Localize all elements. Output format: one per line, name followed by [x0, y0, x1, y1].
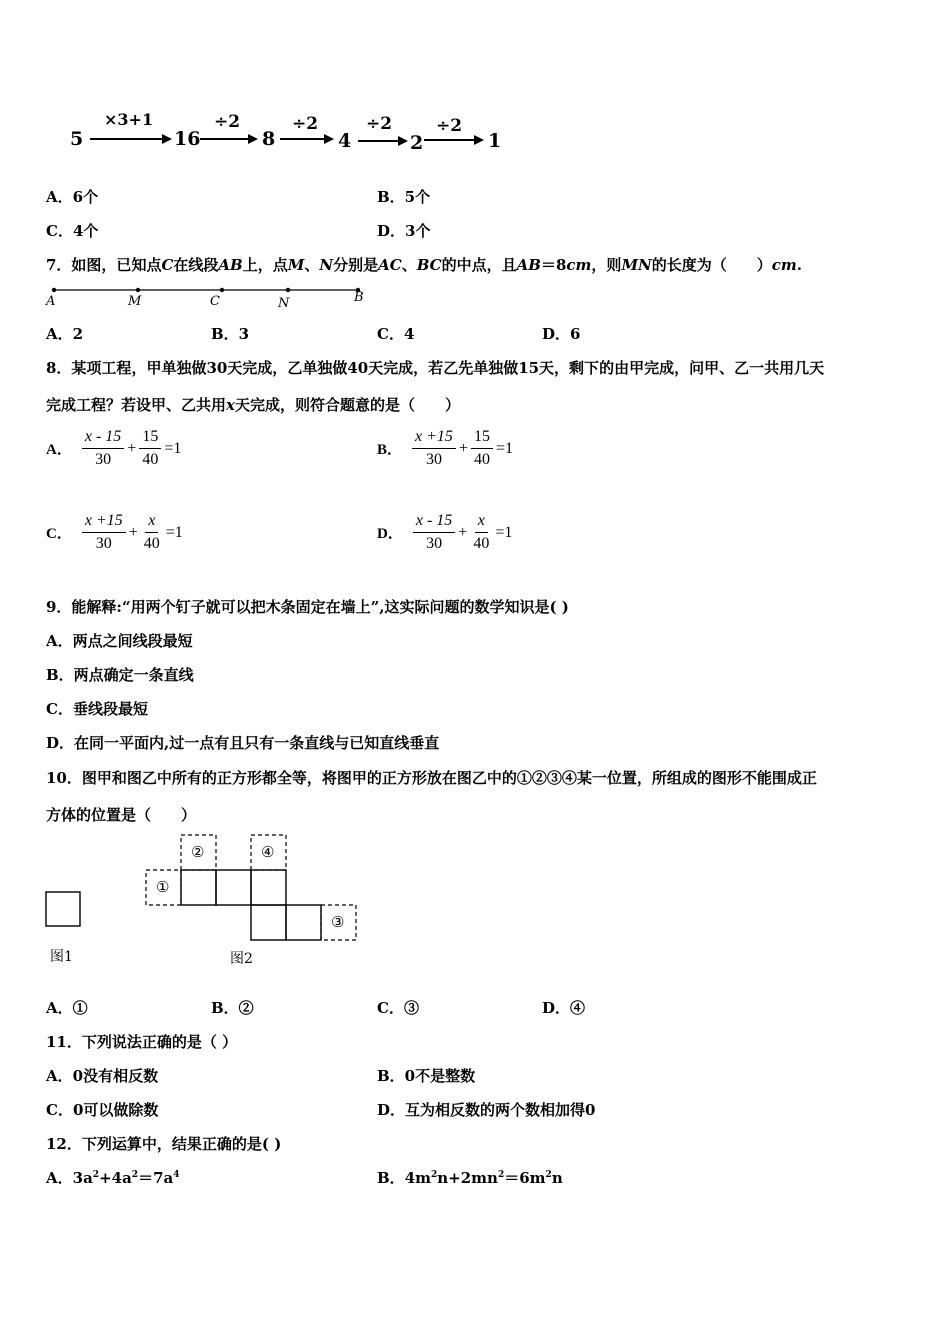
q9-option-b[interactable]: B．两点确定一条直线	[46, 666, 194, 684]
q11-option-a[interactable]: A．0没有相反数	[46, 1067, 159, 1085]
chain-result: 4	[338, 130, 352, 152]
point-label-m: M	[128, 294, 142, 309]
mark-3: ③	[331, 913, 345, 931]
q10-stem-line1: 10．图甲和图乙中所有的正方形都全等，将图甲的正方形放在图乙中的①②③④某一位置，所组成的图形不能围成正	[46, 769, 817, 787]
q6-option-b[interactable]: B．5个	[377, 188, 431, 206]
q7-option-c[interactable]: C．4	[377, 325, 415, 343]
fig1-square	[46, 892, 80, 926]
q6-option-c[interactable]: C．4个	[46, 222, 99, 240]
mark-2: ②	[191, 843, 205, 861]
q8-option-c[interactable]: C． $\frac{x +15}{30}$ + $\frac{x}{40}$ =1	[46, 512, 183, 552]
point-label-a: A	[46, 294, 56, 309]
q6-option-d[interactable]: D．3个	[377, 222, 431, 240]
q11-option-b[interactable]: B．0不是整数	[377, 1067, 476, 1085]
q7-option-d[interactable]: D．6	[542, 325, 581, 343]
fig2-caption: 图2	[230, 951, 253, 967]
q8-stem-line2: 完成工程？若设甲、乙共用x天完成，则符合题意的是（ ）	[46, 396, 460, 414]
mark-4: ④	[261, 843, 275, 861]
q11-stem: 11．下列说法正确的是（ ）	[46, 1033, 238, 1051]
q11-option-d[interactable]: D．互为相反数的两个数相加得0	[377, 1101, 596, 1119]
q12-option-b[interactable]: B．$4m^2n+2mn^2=6m^2n$	[377, 1169, 563, 1187]
q9-option-d[interactable]: D．在同一平面内,过一点有且只有一条直线与已知直线垂直	[46, 734, 440, 752]
arrow-right-icon	[398, 136, 408, 146]
q11-option-c[interactable]: C．0可以做除数	[46, 1101, 159, 1119]
net-diagram	[40, 830, 370, 970]
q10-figure	[40, 830, 370, 970]
chain-op: ×3+1	[104, 110, 154, 129]
chain-op: ÷2	[292, 114, 319, 134]
chain-op: ÷2	[214, 112, 241, 132]
q10-stem-line2: 方体的位置是（ ）	[46, 806, 197, 824]
chain-op: ÷2	[366, 114, 393, 134]
chain-result: 8	[262, 128, 276, 150]
point-dot	[52, 288, 56, 292]
arrow-right-icon	[324, 134, 334, 144]
segment-line	[44, 282, 374, 312]
q8-stem-line1: 8．某项工程，甲单独做30天完成，乙单独做40天完成，若乙先单独做15天，剩下的由甲完成，问甲、乙一共用几天	[46, 359, 825, 377]
point-label-b: B	[354, 290, 364, 305]
fig1-caption: 图1	[50, 949, 73, 965]
chain-result: 2	[410, 132, 424, 154]
arrow-right-icon	[474, 135, 484, 145]
q6-option-a[interactable]: A．6个	[46, 188, 99, 206]
q7-option-a[interactable]: A．2	[46, 325, 84, 343]
arrow-right-icon	[162, 134, 172, 144]
q7-segment-figure	[44, 282, 374, 312]
point-dot	[220, 288, 224, 292]
mark-1: ①	[156, 878, 170, 896]
point-label-n: N	[278, 296, 290, 311]
chain-start: 5	[70, 128, 84, 150]
q12-option-a[interactable]: A．$3a^2+4a^2=7a^4$	[46, 1169, 180, 1187]
q7-option-b[interactable]: B．3	[211, 325, 250, 343]
q12-stem: 12．下列运算中，结果正确的是( )	[46, 1135, 282, 1153]
q10-option-b[interactable]: B．②	[211, 999, 254, 1017]
q7-stem: 7．如图，已知点C在线段AB上，点M、N分别是AC、BC的中点，且AB＝8cm，则MN的长度为（ ）cm.	[46, 256, 803, 274]
point-dot	[136, 288, 140, 292]
q9-stem: 9．能解释:“用两个钉子就可以把木条固定在墙上”,这实际问题的数学知识是( )	[46, 598, 569, 616]
q8-option-a[interactable]: A． $\frac{x - 15}{30}$ + $\frac{15}{40}$ =1	[46, 428, 182, 468]
q8-option-d[interactable]: D． $\frac{x - 15}{30}$ + $\frac{x}{40}$ =1	[377, 512, 513, 552]
arrow-right-icon	[248, 134, 258, 144]
q6-chain-diagram	[68, 108, 508, 156]
point-dot	[286, 288, 290, 292]
chain-result: 16	[174, 128, 201, 150]
chain-op: ÷2	[436, 116, 463, 136]
q10-option-c[interactable]: C．③	[377, 999, 419, 1017]
q10-option-a[interactable]: A．①	[46, 999, 88, 1017]
q9-option-a[interactable]: A．两点之间线段最短	[46, 632, 193, 650]
q8-option-b[interactable]: B． $\frac{x +15}{30}$ + $\frac{15}{40}$ =1	[377, 428, 513, 468]
chain-result: 1	[488, 130, 502, 152]
q9-option-c[interactable]: C．垂线段最短	[46, 700, 148, 718]
q10-option-d[interactable]: D．④	[542, 999, 586, 1017]
point-label-c: C	[210, 294, 220, 309]
